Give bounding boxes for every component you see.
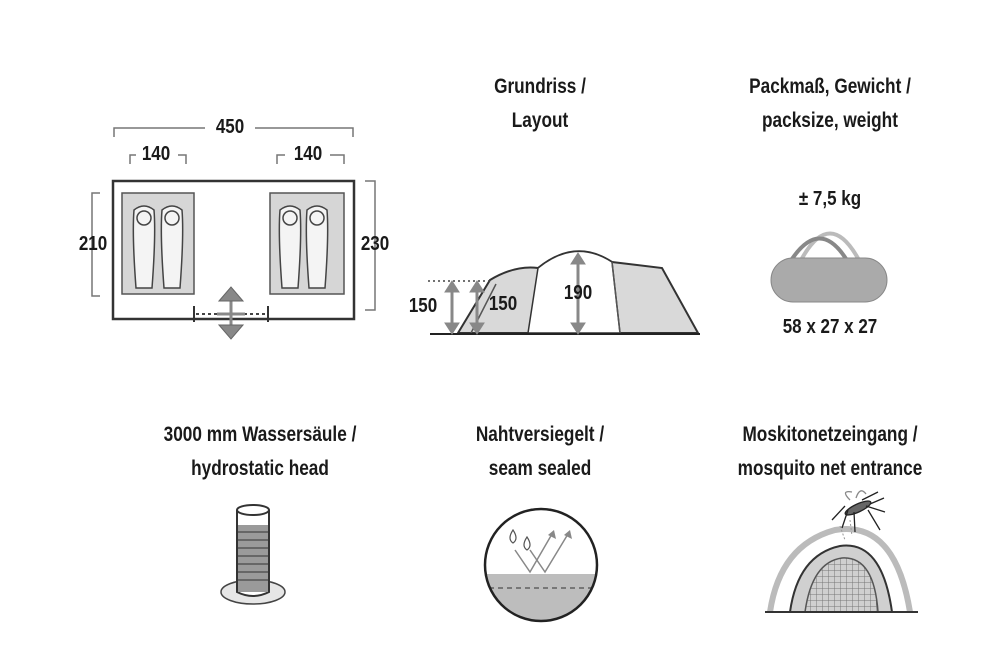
total-length-label: 450 xyxy=(215,116,245,138)
feature-mosquito-line2: mosquito net entrance xyxy=(737,457,923,480)
feature-mosquito-line1: Moskitonetzeingang / xyxy=(742,423,918,446)
center-height-label: 190 xyxy=(563,282,593,304)
layout-title-line2: Layout xyxy=(511,109,569,132)
side-height-inner-label: 150 xyxy=(488,293,518,315)
feature-seam-line2: seam sealed xyxy=(488,457,592,480)
weight-label: ± 7,5 kg xyxy=(798,188,862,210)
feature-seam-line1: Nahtversiegelt / xyxy=(475,423,605,446)
cabin-right-width-label: 140 xyxy=(293,143,323,165)
height-left-label: 210 xyxy=(78,233,108,255)
pack-dimensions-label: 58 x 27 x 27 xyxy=(782,316,878,338)
feature-hydrostatic-line1: 3000 mm Wassersäule / xyxy=(163,423,357,446)
pack-title-line1: Packmaß, Gewicht / xyxy=(749,75,911,98)
layout-title-line1: Grundriss / xyxy=(494,75,586,98)
side-height-outer-label: 150 xyxy=(408,295,438,317)
height-right-label: 230 xyxy=(360,233,390,255)
feature-hydrostatic-line2: hydrostatic head xyxy=(191,457,329,480)
pack-title-line2: packsize, weight xyxy=(762,109,898,132)
cabin-left-width-label: 140 xyxy=(141,143,171,165)
